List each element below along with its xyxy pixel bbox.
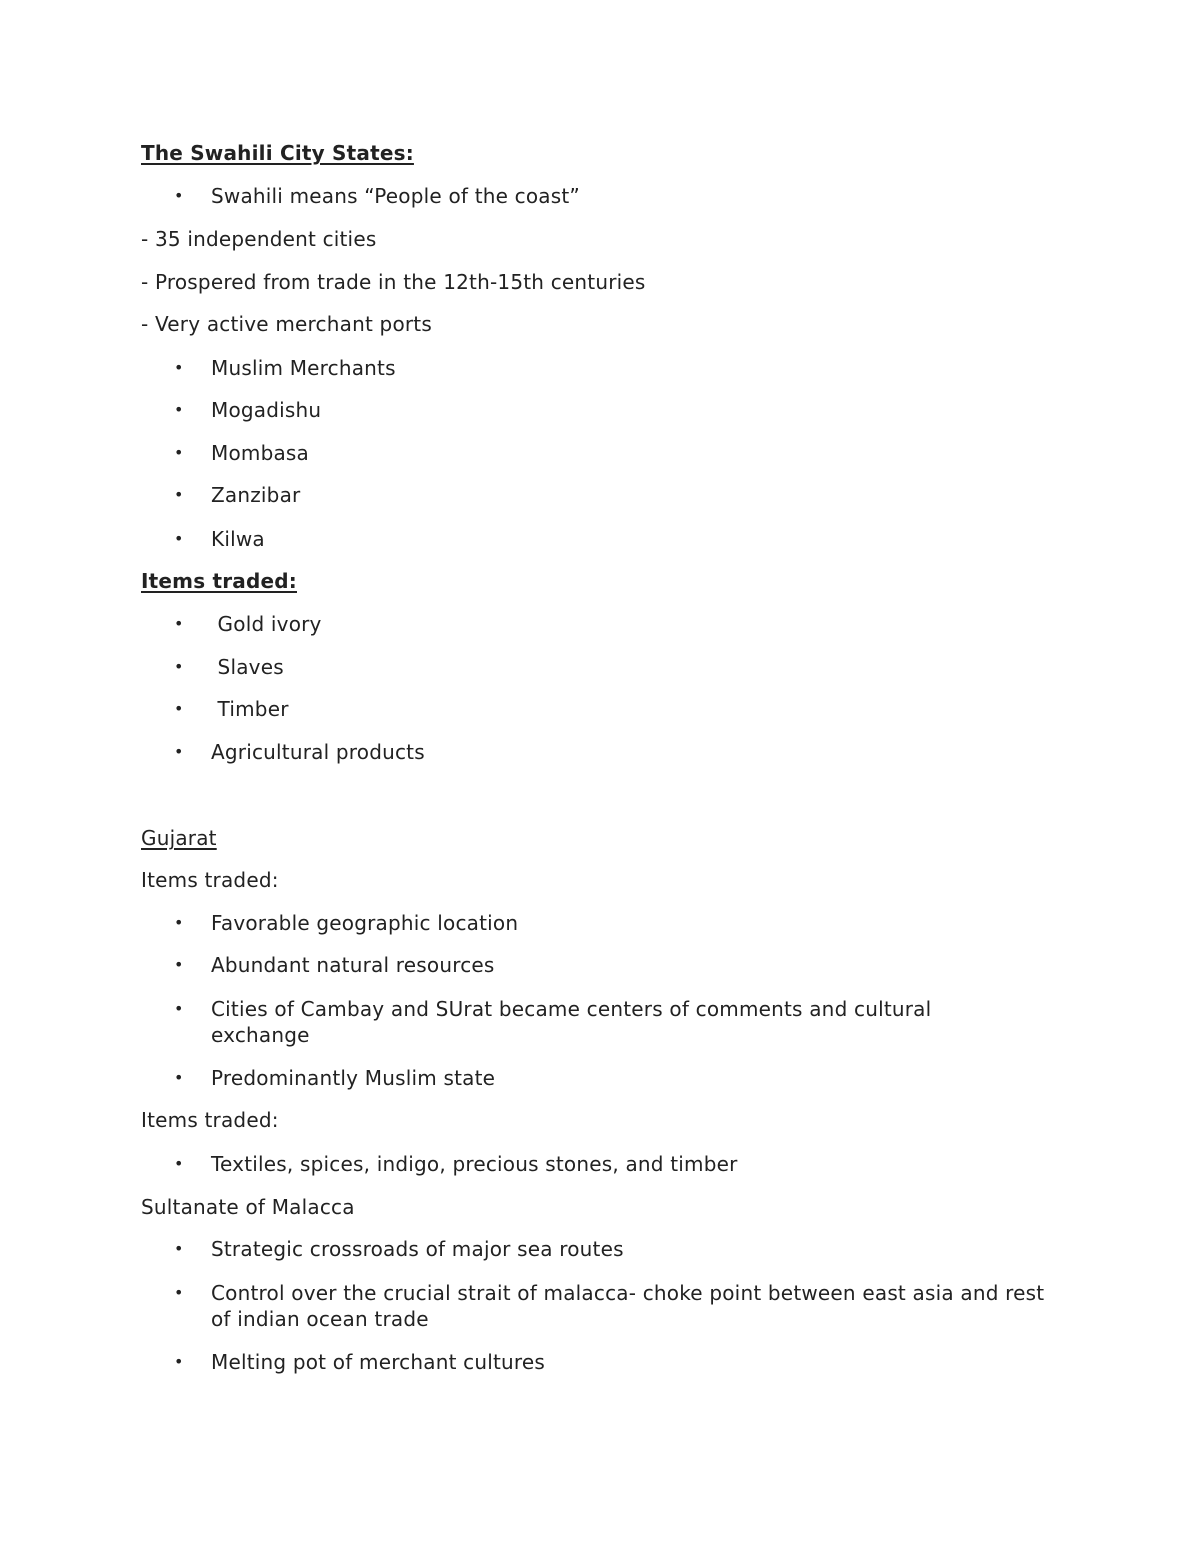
bullet-icon: • xyxy=(174,657,184,676)
bullet-icon: • xyxy=(174,1068,184,1087)
bullet-icon: • xyxy=(174,1352,184,1371)
bullet-icon: • xyxy=(174,955,184,974)
bullet-icon: • xyxy=(174,485,184,504)
bullet-icon: • xyxy=(174,186,184,205)
list-item-text: Favorable geographic location xyxy=(211,911,519,935)
list-item-text: Predominantly Muslim state xyxy=(211,1066,496,1090)
bullet-icon: • xyxy=(174,529,184,548)
bullet-icon: • xyxy=(174,400,184,419)
bullet-icon: • xyxy=(174,913,184,932)
dash-line: - Very active merchant ports xyxy=(141,312,432,336)
swahili-heading: The Swahili City States: xyxy=(141,141,414,165)
items-traded-label: Items traded: xyxy=(141,1108,279,1132)
list-item-text: Muslim Merchants xyxy=(211,356,396,380)
list-item-text: Melting pot of merchant cultures xyxy=(211,1350,546,1374)
bullet-icon: • xyxy=(174,443,184,462)
list-item-text: Abundant natural resources xyxy=(211,953,495,977)
list-item-text: Control over the crucial strait of malacca- choke point between east asia and rest of indian ocean trade xyxy=(211,1281,1045,1331)
list-item-text: Gold ivory xyxy=(211,612,322,636)
bullet-icon: • xyxy=(174,614,184,633)
list-item-text: Zanzibar xyxy=(211,483,301,507)
bullet-icon: • xyxy=(174,1239,184,1258)
list-item-text: Cities of Cambay and SUrat became centers of comments and cultural exchange xyxy=(211,997,932,1047)
dash-line: - Prospered from trade in the 12th-15th centuries xyxy=(141,270,646,294)
bullet-icon: • xyxy=(174,1154,184,1173)
items-traded-heading: Items traded: xyxy=(141,569,297,593)
bullet-icon: • xyxy=(174,699,184,718)
list-item-text: Slaves xyxy=(211,655,284,679)
bullet-icon: • xyxy=(174,999,184,1018)
list-item-text: Textiles, spices, indigo, precious stones, and timber xyxy=(211,1152,738,1176)
bullet-icon: • xyxy=(174,358,184,377)
items-traded-label: Items traded: xyxy=(141,868,279,892)
bullet-icon: • xyxy=(174,742,184,761)
gujarat-heading: Gujarat xyxy=(141,826,217,850)
list-item-text: Timber xyxy=(211,697,289,721)
list-item-text: Mogadishu xyxy=(211,398,322,422)
malacca-heading: Sultanate of Malacca xyxy=(141,1195,355,1219)
dash-line: - 35 independent cities xyxy=(141,227,377,251)
list-item-text: Mombasa xyxy=(211,441,310,465)
list-item-text: Swahili means “People of the coast” xyxy=(211,184,580,208)
list-item-text: Strategic crossroads of major sea routes xyxy=(211,1237,624,1261)
list-item-text: Kilwa xyxy=(211,527,265,551)
list-item-text: Agricultural products xyxy=(211,740,425,764)
bullet-icon: • xyxy=(174,1283,184,1302)
